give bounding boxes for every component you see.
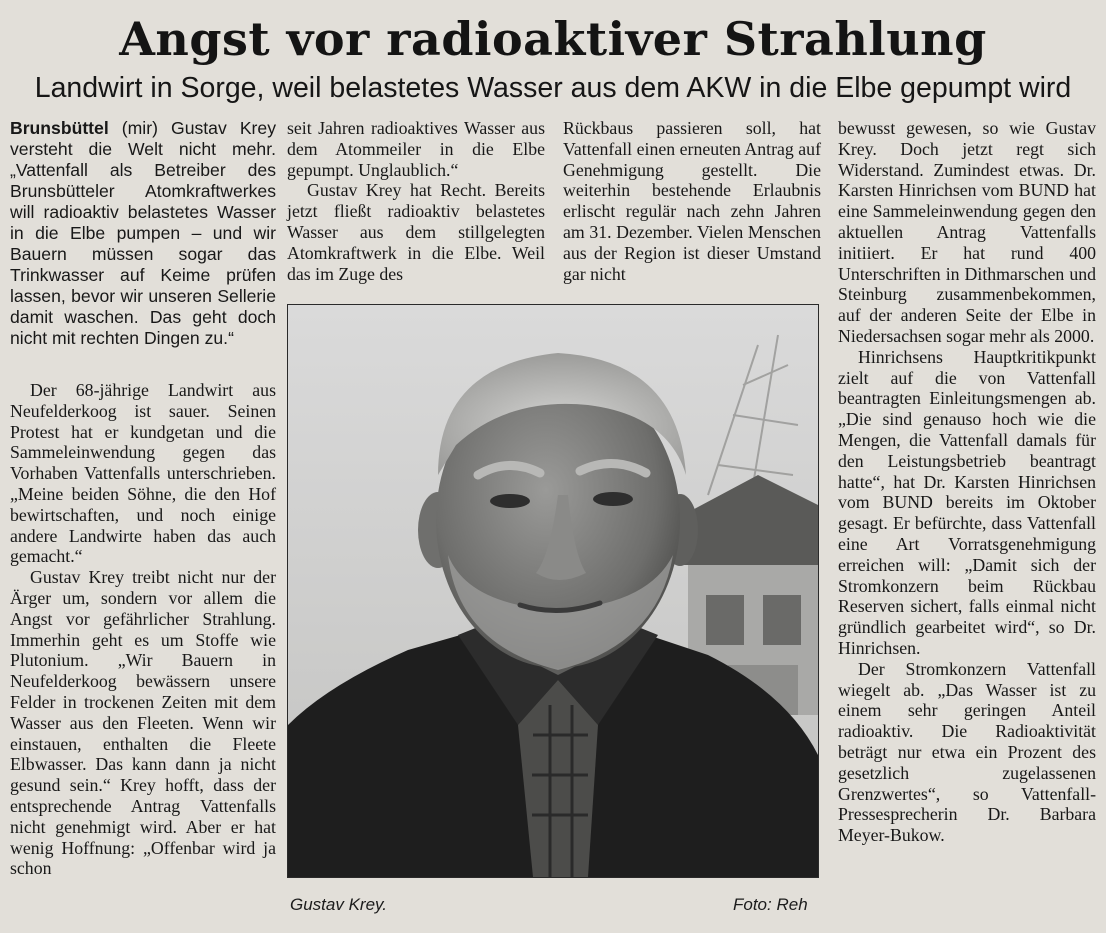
lead-text: (mir) Gustav Krey versteht die Welt nicht mehr. „Vattenfall als Betreiber des Brunsbütteler Atomkraftwerkes will radioaktiv belastetes Wasser in die Elbe pumpen – und wir Bauern müssen sogar das Trinkwasser auf Keime prüfen lassen, bevor wir unseren Sellerie damit waschen. Das geht doch nicht mit rechten Dingen zu.“ [10,118,276,348]
paragraph-5: Der Stromkonzern Vattenfall wiegelt ab. „Das Wasser ist zu einem sehr geringen Anteil radioaktiv. Die Radioaktivität beträgt nur etwa ein Prozent des gesetzlich zugelassenen Grenzwertes“, so Vattenfall-Pressesprecherin Dr. Barbara Meyer-Bukow. [838,658,1096,846]
lead-paragraph [10,118,276,349]
column-3 [563,118,821,284]
paragraph-2-end: seit Jahren radioaktives Wasser aus dem Atommeiler in die Elbe gepumpt. Unglaublich.“ [287,118,545,180]
portrait-photo [287,304,819,878]
portrait-illustration [288,305,818,877]
photo-caption: Gustav Krey. [290,895,387,914]
paragraph-2-start: Gustav Krey treibt nicht nur der Ärger um, sondern vor allem die Angst vor gefährlicher Strahlung. Immerhin geht es um Stoffe wie Plutonium. „Wir Bauern in Neufelderkoog bewässern unsere Felder in trockenen Zeiten mit dem Wasser aus den Fleeten. Wenn wir einstauen, enthalten die Fleete Elbwasser. Das kann dann ja nicht gesund sein.“ Krey hofft, dass der entsprechende Antrag Vattenfalls nicht genehmigt wird. Aber er hat wenig Hoffnung: „Offenbar wird ja schon [10,567,276,879]
photo-credit: Foto: Reh [733,895,808,914]
lead-column [10,118,276,349]
column-4 [838,118,1096,846]
headline: Angst vor radioaktiver Strahlung [119,12,987,66]
paragraph-4: Hinrichsens Hauptkritikpunkt zielt auf die von Vattenfall beantragten Einleitungsmengen ab. „Die sind genauso hoch wie die Mengen, die Vattenfall damals für den Leistungsbetrieb beantragt hatte“, hat Dr. Karsten Hinrichsen vom BUND bereits im Oktober gesagt. Er befürchte, dass Vattenfall eine Art Vorratsgenehmigung erreichen will: „Damit sich der Stromkonzern beim Rückbau Reserven sichert, falls einmal nicht gründlich gearbeitet wird“, so Dr. Hinrichsen. [838,346,1096,658]
paragraph-3-end: bewusst gewesen, so wie Gustav Krey. Doch jetzt regt sich Widerstand. Zumindest etwas. Dr. Karsten Hinrichsen vom BUND hat eine Sammeleinwendung gegen den aktuellen Antrag Vattenfalls initiiert. Er hat rund 400 Unterschriften in Dithmarschen und Steinburg zusammenbekommen, auf der anderen Seite der Elbe in Niedersachsen sogar mehr als 2000. [838,118,1096,346]
column-1 [10,380,276,879]
paragraph-3-middle: Rückbaus passieren soll, hat Vattenfall einen erneuten Antrag auf Genehmigung gestellt. Die weiterhin bestehende Erlaubnis erlischt regulär nach zehn Jahren am 31. Dezember. Vielen Menschen aus der Region ist dieser Umstand gar nicht [563,118,821,284]
paragraph-1: Der 68-jährige Landwirt aus Neufelderkoog ist sauer. Seinen Protest hat er kundgetan und die Sammeleinwendung gegen das Vorhaben Vattenfalls unterschrieben. „Meine beiden Söhne, die den Hof bewirtschaften, und noch einige andere Landwirte haben das auch gemacht.“ [10,380,276,567]
dateline: Brunsbüttel [10,118,109,138]
subheadline: Landwirt in Sorge, weil belastetes Wasser aus dem AKW in die Elbe gepumpt wird [34,72,1072,104]
column-2 [287,118,545,284]
paragraph-3-start: Gustav Krey hat Recht. Bereits jetzt fließt radioaktiv belastetes Wasser aus dem stillgelegten Atomkraftwerk in die Elbe. Weil das im Zuge des [287,180,545,284]
